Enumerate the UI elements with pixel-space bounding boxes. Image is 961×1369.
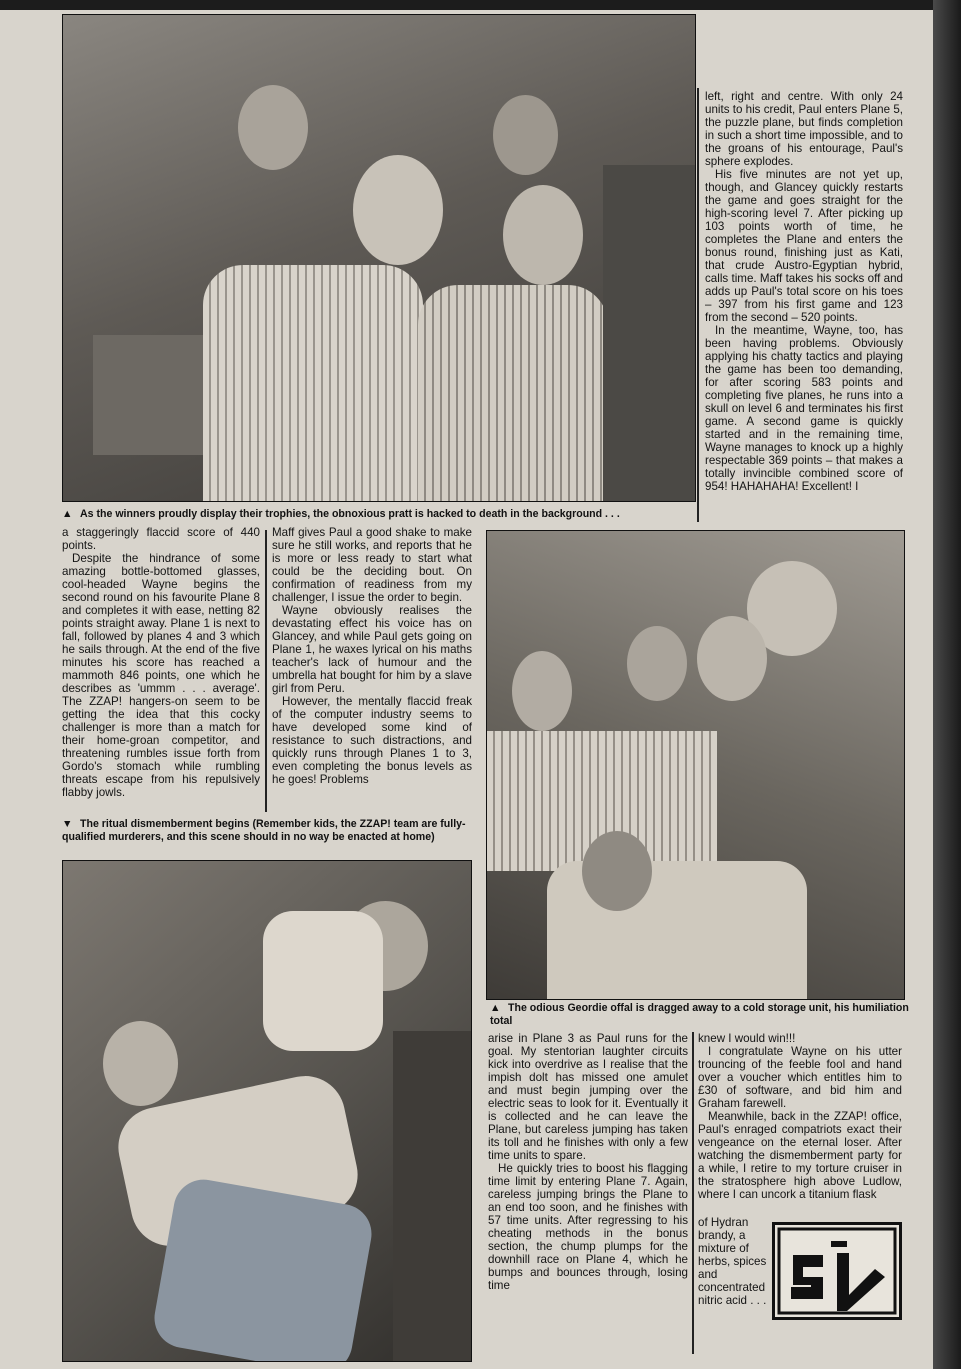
paragraph: However, the mentally flaccid freak of the computer industry seems to have developed some kind of resistance to such distractions, and quickly runs through Planes 1 to 3, even completing the bonus levels as he goes! Problems — [272, 695, 472, 786]
paragraph: a staggeringly flaccid score of 440 points. — [62, 526, 260, 552]
sj-logo-icon — [772, 1222, 902, 1320]
column-bottom-1 — [488, 1032, 688, 1292]
binding-gutter — [933, 0, 961, 1369]
paragraph: of Hydran brandy, a mixture of herbs, spices and concentrated nitric acid . . . — [698, 1216, 767, 1307]
column-mid-1 — [62, 526, 260, 799]
paragraph: His five minutes are not yet up, though, and Glancey quickly restarts the game and goes straight for the high-scoring level 7. After picking up 103 points worth of time, he completes the Plane and enters the bonus round, finishing just as Kati, that crude Austro-Egyptian hybrid, calls time. Maff takes his socks off and adds up Paul's total score on his toes – 397 from his first game and 123 from the second – 520 points. — [705, 168, 903, 324]
photo-winners — [62, 14, 696, 502]
column-divider — [697, 88, 699, 522]
triangle-down-icon: ▼ — [62, 818, 73, 830]
paragraph: arise in Plane 3 as Paul runs for the goal. My stentorian laughter circuits kick into overdrive as I realise that the impish dolt has missed one amulet and must begin jumping over the electric seas to look for it. Eventually it is collected and he can leave the Plane, but careless jumping has taken its toll and he finishes with only a few time units to spare. — [488, 1032, 688, 1162]
column-bottom-2-tail — [698, 1216, 768, 1307]
sj-logo-svg — [775, 1225, 899, 1317]
column-bottom-2 — [698, 1032, 902, 1201]
paragraph: knew I would win!!! — [698, 1032, 796, 1045]
column-divider — [265, 530, 267, 812]
column-divider — [692, 1032, 694, 1354]
photo-dismemberment — [62, 860, 472, 1362]
caption-top — [62, 508, 702, 521]
paragraph: I congratulate Wayne on his utter trouncing of the feeble fool and hand over a voucher which entitles him to £30 of software, and bid him and Graham farewell. — [698, 1045, 902, 1110]
paragraph: Wayne obviously realises the devastating effect his voice has on Glancey, and while Paul gets going on Plane 1, he waxes lyrical on his maths teacher's lack of humour and the umbrella hat bought for him by a slave girl from Peru. — [272, 604, 472, 695]
column-mid-2 — [272, 526, 472, 786]
triangle-up-icon: ▲ — [490, 1002, 501, 1014]
paragraph: Maff gives Paul a good shake to make sure he still works, and reports that he is more or less ready to start what could be the deciding bout. On confirmation of readiness from my challenger, I issue the order to begin. — [272, 526, 472, 604]
caption-middle-left-text: The ritual dismemberment begins (Remember kids, the ZZAP! team are fully-qualified murderers, and this scene should in no way be enacted at home) — [62, 818, 466, 843]
paragraph: Despite the hindrance of some amazing bottle-bottomed glasses, cool-headed Wayne begins the second round on his favourite Plane 8 and completes it with ease, netting 82 points straight away. Plane 1 is next to fall, followed by planes 4 and 3 which he sails through. At the end of the five minutes his score has reached a mammoth 846 points, one which he describes as 'ummm . . . average'. The ZZAP! hangers-on seem to be getting the idea that this cocky challenger is more than a match for their home-groan competitor, and threatening rumbles issue forth from Gordo's stomach while rumbling threats escape from his repulsively flabby jowls. — [62, 552, 260, 799]
photo-dragged-away — [486, 530, 905, 1000]
caption-middle-right-text: The odious Geordie offal is dragged away to a cold storage unit, his humiliation total — [490, 1002, 909, 1027]
caption-middle-right — [490, 1002, 910, 1027]
caption-top-text: As the winners proudly display their trophies, the obnoxious pratt is hacked to death in the background . . . — [80, 508, 620, 520]
caption-middle-left — [62, 818, 474, 843]
paragraph: He quickly tries to boost his flagging time limit by entering Plane 7. Again, careless jumping brings the Plane to an end too soon, and he finishes with 57 time units. After regressing to his cheating methods in the bonus section, the chump plumps for the downhill race on Plane 4, which he bumps and bounces through, losing time — [488, 1162, 688, 1292]
triangle-up-icon: ▲ — [62, 508, 73, 520]
paragraph: In the meantime, Wayne, too, has been having problems. Obviously applying his chatty tactics and playing the game has been too demanding, for after scoring 583 points and completing five planes, he runs into a skull on level 6 and terminates his first game. A second game is quickly started and in the remaining time, Wayne manages to knock up a highly respectable 369 points – that makes a totally invincible combined score of 954! HAHAHAHA! Excellent! I — [705, 324, 903, 493]
paragraph: Meanwhile, back in the ZZAP! office, Paul's enraged compatriots exact their vengeance on the eternal loser. After watching the dismemberment party for a while, I retire to my torture cruiser in the stratosphere high above Ludlow, where I can uncork a titanium flask — [698, 1110, 902, 1201]
paragraph: left, right and centre. With only 24 units to his credit, Paul enters Plane 5, the puzzle plane, but finds completion in such a short time impossible, and to the groans of his entourage, Paul's sphere explodes. — [705, 90, 903, 168]
column-top-right — [705, 90, 903, 493]
